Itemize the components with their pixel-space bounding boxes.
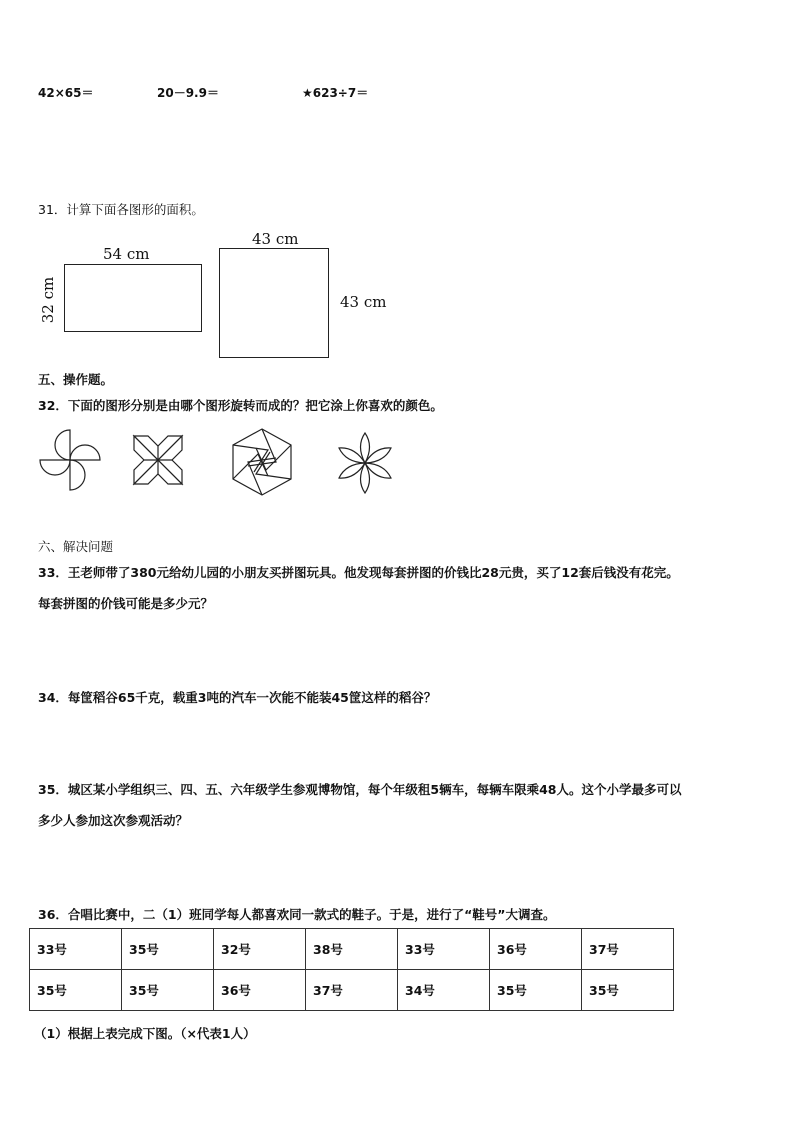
calc-item-2: 20－9.9＝ [157, 86, 219, 100]
table-cell: 35号 [30, 970, 122, 1011]
table-cell: 35号 [122, 970, 214, 1011]
q32-text: 32．下面的图形分别是由哪个图形旋转而成的？把它涂上你喜欢的颜色。 [38, 398, 443, 413]
q34-text: 34．每筐稻谷65千克，载重3吨的汽车一次能不能装45筐这样的稻谷？ [38, 690, 437, 705]
section5-title: 五、操作题。 [38, 372, 114, 387]
q36-sub1: （1）根据上表完成下图。（×代表1人） [34, 1026, 256, 1041]
q31-text: 31．计算下面各图形的面积。 [38, 202, 204, 217]
q33-line2: 每套拼图的价钱可能是多少元？ [38, 596, 214, 611]
table-cell: 37号 [582, 929, 674, 970]
calc-item-3: ★623÷7＝ [302, 86, 369, 100]
q33-line1: 33．王老师带了380元给幼儿园的小朋友买拼图玩具。他发现每套拼图的价钱比28元贵，买了12套后钱没有花完。 [38, 565, 679, 580]
table-row [30, 970, 674, 1011]
rectangle-figure [64, 264, 202, 332]
table-cell: 33号 [398, 929, 490, 970]
table-cell: 34号 [398, 970, 490, 1011]
square-top-label: 43 cm [252, 230, 299, 248]
pinwheel-figure [36, 426, 104, 494]
rect-height-label: 32 cm [39, 276, 57, 324]
square-side-label: 43 cm [340, 293, 387, 311]
q35-line1: 35．城区某小学组织三、四、五、六年级学生参观博物馆，每个年级租5辆车，每辆车限乘48人。这个小学最多可以 [38, 782, 682, 797]
table-cell: 36号 [214, 970, 306, 1011]
flower-figure [332, 430, 398, 496]
table-cell: 35号 [490, 970, 582, 1011]
rect-width-label: 54 cm [103, 245, 150, 263]
table-row [30, 929, 674, 970]
table-cell: 35号 [122, 929, 214, 970]
calc-item-1: 42×65＝ [38, 86, 94, 100]
rotated-triangles-figure [226, 426, 298, 498]
square-figure [219, 248, 329, 358]
table-cell: 37号 [306, 970, 398, 1011]
section6-title: 六、解决问题 [38, 539, 114, 554]
table-cell: 36号 [490, 929, 582, 970]
table-cell: 32号 [214, 929, 306, 970]
table-cell: 38号 [306, 929, 398, 970]
table-cell: 35号 [582, 970, 674, 1011]
q35-line2: 多少人参加这次参观活动？ [38, 813, 189, 828]
q36-text: 36．合唱比赛中，二（1）班同学每人都喜欢同一款式的鞋子。于是，进行了“鞋号”大调查。 [38, 907, 556, 922]
arrow-cross-figure [130, 432, 186, 488]
shoe-size-table [29, 928, 674, 1011]
table-cell: 33号 [30, 929, 122, 970]
